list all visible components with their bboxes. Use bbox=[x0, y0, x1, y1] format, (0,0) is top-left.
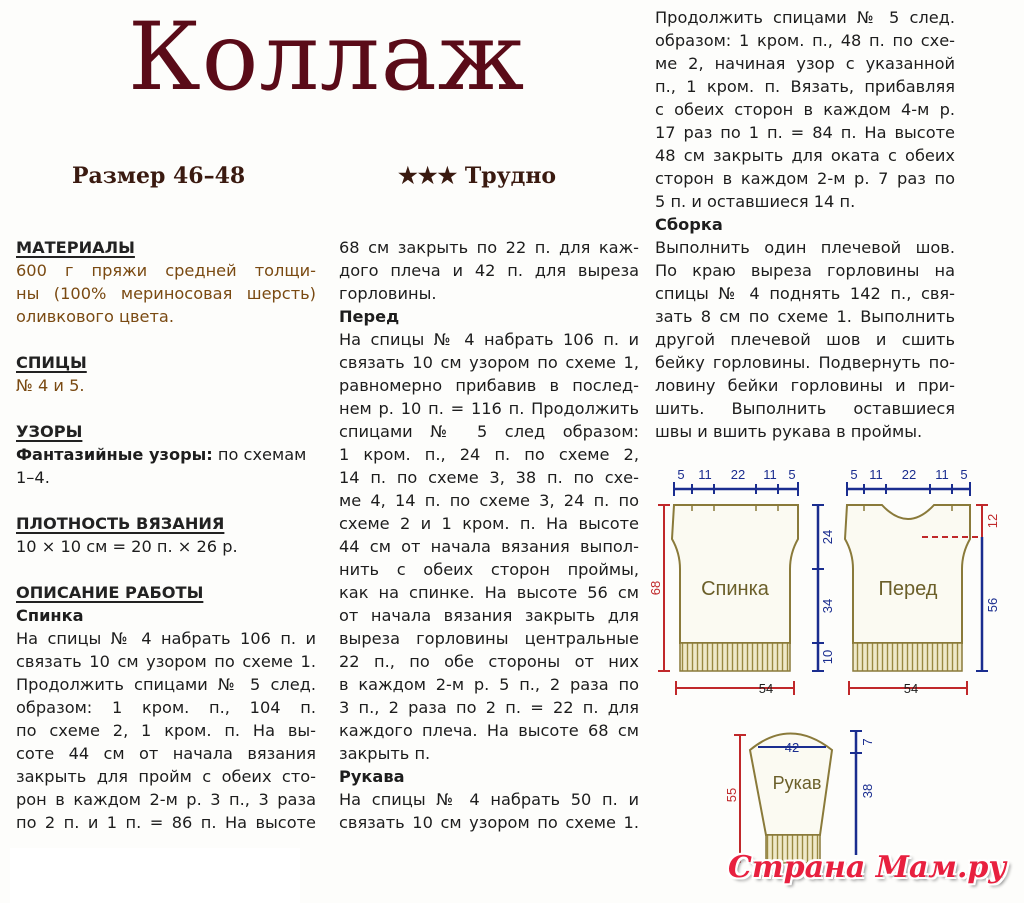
back-line: связать 10 см узором по схеме 1. bbox=[16, 652, 316, 671]
back-height-68: 68 bbox=[648, 580, 663, 596]
sleeve-cont-line: с обеих сторон в каждом 4-м р. bbox=[655, 100, 955, 119]
page-title: Коллаж bbox=[128, 3, 526, 112]
front-line: выреза горловины центральные bbox=[339, 629, 639, 648]
front-line: равномерно прибавив в послед- bbox=[339, 376, 639, 395]
assembly-line: шить. Выполнить оставшиеся bbox=[655, 399, 955, 418]
front-line: 22 п., по обе стороны от них bbox=[339, 652, 639, 671]
back-dim-11a: 11 bbox=[698, 467, 712, 482]
assembly-line: спицы № 4 поднять 142 п., свя- bbox=[655, 284, 955, 303]
front-line: каждого плеча. На высоте 68 см bbox=[339, 721, 639, 740]
materials-line: 600 г пряжи средней толщи- bbox=[16, 261, 316, 280]
front-line: 3 п., 2 раза по 2 п. = 22 п. для bbox=[339, 698, 639, 717]
assembly-heading: Сборка bbox=[655, 215, 723, 234]
sleeve-cont-line: п., 1 кром. п. Вязать, прибавляя bbox=[655, 77, 955, 96]
back-line: Продолжить спицами № 5 след. bbox=[16, 675, 316, 694]
blank-area bbox=[10, 848, 300, 903]
back-ribbing bbox=[680, 643, 790, 671]
back-height-24: 24 bbox=[820, 529, 835, 545]
front-line: спицами № 5 след образом: bbox=[339, 422, 639, 441]
front-line: связать 10 см узором по схеме 1, bbox=[339, 353, 639, 372]
sleeve-cont-line: образом: 1 кром. п., 48 п. по схе- bbox=[655, 31, 955, 50]
back-label: Спинка bbox=[701, 578, 769, 600]
sleeve-cap-7: 7 bbox=[860, 738, 875, 746]
back-heading: Спинка bbox=[16, 606, 84, 625]
front-dim-11b: 11 bbox=[935, 467, 949, 482]
materials-line: ны (100% мериносовая шерсть) bbox=[16, 284, 316, 303]
back-dim-5b: 5 bbox=[788, 467, 796, 482]
front-line: как на спинке. На высоте 56 см bbox=[339, 583, 639, 602]
back-line: соте 44 см от начала вязания bbox=[16, 744, 316, 763]
patterns-text-2: 1–4. bbox=[16, 468, 50, 487]
front-dim-11a: 11 bbox=[869, 467, 883, 482]
patterns-text-line bbox=[16, 443, 316, 466]
back-dim-22: 22 bbox=[730, 467, 746, 482]
sleeve-cont-line: Продолжить спицами № 5 след. bbox=[655, 8, 955, 27]
back-dim-5a: 5 bbox=[677, 467, 685, 482]
front-line: закрыть п. bbox=[339, 744, 431, 763]
sleeve-cont-line: сторон в каждом 2-м р. 7 раз по bbox=[655, 169, 955, 188]
assembly-line: зать 8 см по схеме 1. Выполнить bbox=[655, 307, 955, 326]
assembly-line: бейку горловины. Подвернуть по- bbox=[655, 353, 955, 372]
sleeve-cont-line: 5 п. и оставшиеся 14 п. bbox=[655, 192, 856, 211]
front-label: Перед bbox=[878, 578, 938, 600]
difficulty-label: ★★★ Трудно bbox=[398, 163, 557, 189]
sleeve-body-38: 38 bbox=[860, 783, 875, 799]
back-line: закрыть для пройм с обеих сто- bbox=[16, 767, 316, 786]
front-height-56: 56 bbox=[985, 597, 1000, 613]
intro-line: горловины. bbox=[339, 284, 437, 303]
back-line: На спицы № 4 набрать 106 п. и bbox=[16, 629, 316, 648]
back-dim-11b: 11 bbox=[763, 467, 777, 482]
front-ribbing bbox=[853, 643, 962, 671]
front-line: нить с обеих сторон проймы, bbox=[339, 560, 639, 579]
column-2 bbox=[339, 236, 639, 834]
back-height-34: 34 bbox=[820, 598, 835, 614]
assembly-line: швы и вшить рукава в проймы. bbox=[655, 422, 923, 441]
density-text: 10 × 10 см = 20 п. × 26 р. bbox=[16, 537, 238, 556]
back-line: по 2 п. и 1 п. = 86 п. На высоте bbox=[16, 813, 316, 832]
watermark-logo: Страна Мам.ру bbox=[728, 850, 1007, 885]
sleeve-length-55: 55 bbox=[724, 787, 739, 803]
front-line: от начала вязания закрыть для bbox=[339, 606, 639, 625]
back-height-10: 10 bbox=[820, 649, 835, 665]
sleeve-top-42: 42 bbox=[784, 740, 800, 755]
assembly-line: другой плечевой шов и сшить bbox=[655, 330, 955, 349]
intro-line: 68 см закрыть по 22 п. для каж- bbox=[339, 238, 639, 257]
assembly-line: ловину бейки горловины и при- bbox=[655, 376, 955, 395]
sleeve-cont-line: 48 см закрыть для оката с обеих bbox=[655, 146, 955, 165]
front-dim-5b: 5 bbox=[960, 467, 968, 482]
sleeve-cont-line: 17 раз по 1 п. = 84 п. На высоте bbox=[655, 123, 955, 142]
intro-line: дого плеча и 42 п. для выреза bbox=[339, 261, 639, 280]
sleeve-cont-line: ме 2, начиная узор с указанной bbox=[655, 54, 955, 73]
column-1 bbox=[16, 236, 316, 834]
needles-heading: СПИЦЫ bbox=[16, 353, 87, 372]
description-heading: ОПИСАНИЕ РАБОТЫ bbox=[16, 583, 204, 602]
patterns-text: по схемам bbox=[212, 445, 307, 464]
back-line: рон в каждом 2-м р. 3 п., 3 раза bbox=[16, 790, 316, 809]
patterns-heading: УЗОРЫ bbox=[16, 422, 83, 441]
back-piece-diagram bbox=[648, 467, 835, 696]
front-line: На спицы № 4 набрать 106 п. и bbox=[339, 330, 639, 349]
front-line: 14 п. по схеме 3, 38 п. по схе- bbox=[339, 468, 639, 487]
sleeves-line: связать 10 см узором по схеме 1. bbox=[339, 813, 639, 832]
front-neck-12: 12 bbox=[985, 513, 1000, 529]
back-width-54: 54 bbox=[758, 681, 774, 696]
back-outline bbox=[672, 505, 798, 643]
back-line: образом: 1 кром. п., 104 п. bbox=[16, 698, 316, 717]
front-outline bbox=[845, 505, 970, 643]
pattern-diagrams bbox=[650, 455, 1024, 903]
front-line: схеме 2 и 1 кром. п. На высоте bbox=[339, 514, 639, 533]
front-line: в каждом 2-м р. 5 п., 2 раза по bbox=[339, 675, 639, 694]
front-width-54: 54 bbox=[903, 681, 919, 696]
needles-text: № 4 и 5. bbox=[16, 376, 85, 395]
front-line: нем р. 10 п. = 116 п. Продолжить bbox=[339, 399, 639, 418]
front-dim-22: 22 bbox=[901, 467, 917, 482]
assembly-line: Выполнить один плечевой шов. bbox=[655, 238, 955, 257]
assembly-line: По краю выреза горловины на bbox=[655, 261, 955, 280]
patterns-label: Фантазийные узоры: bbox=[16, 445, 213, 464]
front-line: 44 см от начала вязания выпол- bbox=[339, 537, 639, 556]
materials-line: оливкового цвета. bbox=[16, 307, 175, 326]
sleeve-piece-diagram bbox=[724, 731, 875, 863]
sleeves-heading: Рукава bbox=[339, 767, 405, 786]
front-dim-5a: 5 bbox=[850, 467, 858, 482]
density-heading: ПЛОТНОСТЬ ВЯЗАНИЯ bbox=[16, 514, 225, 533]
front-heading: Перед bbox=[339, 307, 400, 326]
front-line: ме 4, 14 п. по схеме 3, 24 п. по bbox=[339, 491, 639, 510]
column-3 bbox=[655, 6, 955, 443]
size-label: Размер 46–48 bbox=[72, 163, 246, 189]
front-piece-diagram bbox=[845, 467, 1000, 696]
sleeves-line: На спицы № 4 набрать 50 п. и bbox=[339, 790, 639, 809]
materials-heading: МАТЕРИАЛЫ bbox=[16, 238, 135, 257]
back-line: по схеме 2, 1 кром. п. На вы- bbox=[16, 721, 316, 740]
sleeve-label: Рукав bbox=[772, 773, 822, 793]
front-line: 1 кром. п., 24 п. по схеме 2, bbox=[339, 445, 639, 464]
